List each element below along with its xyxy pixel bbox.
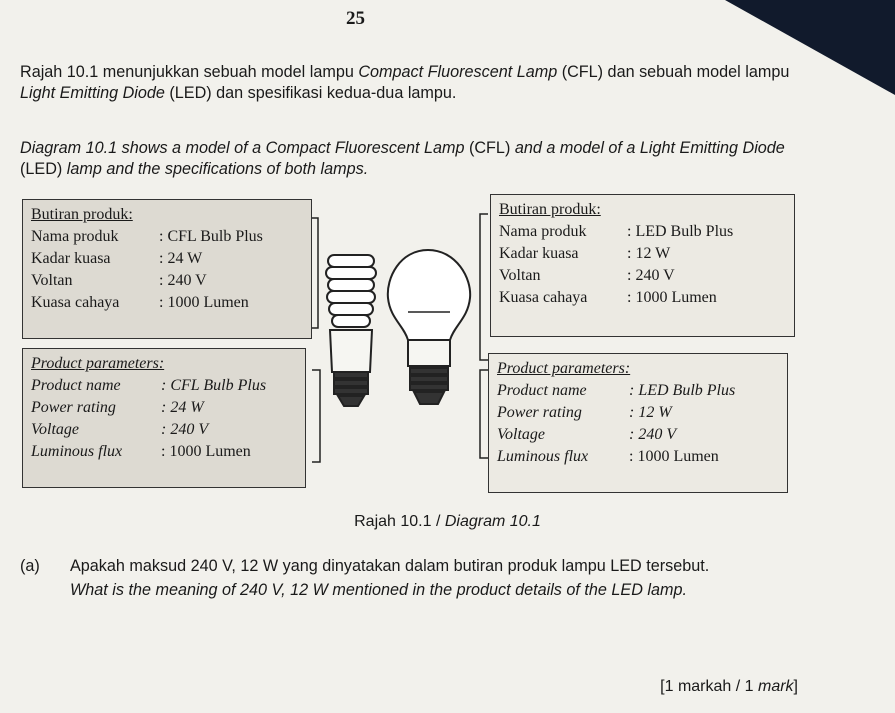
diagram-caption	[0, 513, 895, 531]
marks-pre: [1 markah / 1	[660, 678, 758, 695]
spec-row	[497, 446, 779, 468]
led-product-details-box	[490, 194, 795, 337]
intro-en-abbr-led: (LED)	[20, 160, 63, 178]
spec-key: Kadar kuasa	[31, 250, 111, 267]
intro-en-text: Diagram 10.1 shows a model of a Compact Fluorescent Lamp	[20, 139, 469, 157]
spec-value: : 1000 Lumen	[629, 448, 719, 465]
spec-key: Power rating	[31, 399, 116, 416]
spec-value: : 12 W	[629, 404, 672, 421]
cfl-bulb-icon	[326, 255, 376, 406]
spec-row	[31, 226, 303, 248]
spec-key: Kadar kuasa	[499, 245, 579, 262]
spec-row	[497, 380, 779, 402]
spec-row	[31, 375, 297, 397]
marks-en: mark	[757, 678, 794, 695]
spec-value: : 1000 Lumen	[627, 289, 717, 306]
led-bulb-icon	[388, 250, 470, 404]
marks-label	[660, 678, 798, 696]
spec-value: : 240 V	[159, 272, 207, 289]
box-heading: Butiran produk:	[499, 201, 601, 218]
intro-en-text: and a model of a Light Emitting Diode	[510, 139, 785, 157]
spec-key: Voltage	[497, 426, 545, 443]
spec-value: : 240 V	[629, 426, 677, 443]
spec-row	[31, 248, 303, 270]
caption-ms: Rajah 10.1 /	[354, 513, 445, 530]
spec-row	[499, 221, 786, 243]
spec-row	[497, 424, 779, 446]
intro-ms-term-led: Light Emitting Diode	[20, 84, 165, 102]
marks-post: ]	[793, 678, 798, 695]
spec-key: Voltan	[31, 272, 73, 289]
spec-row	[499, 287, 786, 309]
spec-key: Kuasa cahaya	[499, 289, 588, 306]
cfl-product-details-box	[22, 199, 312, 339]
spec-key: Luminous flux	[497, 448, 589, 465]
box-heading: Product parameters:	[31, 355, 165, 372]
spec-row	[31, 441, 297, 463]
question-en: What is the meaning of 240 V, 12 W mentioned in the product details of the LED lamp.	[70, 581, 687, 599]
spec-value: : 12 W	[627, 245, 671, 262]
spec-value: : LED Bulb Plus	[627, 223, 734, 240]
intro-ms-term-cfl: Compact Fluorescent Lamp	[358, 63, 558, 81]
intro-en-text: lamp and the specifications of both lamps.	[62, 160, 369, 178]
spec-row	[499, 243, 786, 265]
spec-value: : CFL Bulb Plus	[161, 377, 267, 394]
spec-row	[497, 402, 779, 424]
spec-value: : CFL Bulb Plus	[159, 228, 263, 245]
spec-key: Luminous flux	[31, 443, 123, 460]
spec-value: : LED Bulb Plus	[629, 382, 736, 399]
intro-malay	[20, 62, 810, 104]
led-product-parameters-box	[488, 353, 788, 493]
question-label: (a)	[20, 557, 40, 575]
question-ms: Apakah maksud 240 V, 12 W yang dinyatakan dalam butiran produk lampu LED tersebut.	[70, 557, 710, 575]
spec-row	[31, 397, 297, 419]
intro-ms-text: (CFL) dan sebuah model lampu	[557, 63, 790, 81]
spec-row	[499, 265, 786, 287]
spec-value: : 1000 Lumen	[159, 294, 249, 311]
spec-row	[31, 270, 303, 292]
spec-value: : 240 V	[627, 267, 675, 284]
spec-key: Nama produk	[31, 228, 119, 245]
cfl-product-parameters-box	[22, 348, 306, 488]
spec-value: : 24 W	[159, 250, 203, 267]
spec-value: : 1000 Lumen	[161, 443, 251, 460]
intro-ms-text: Rajah 10.1 menunjukkan sebuah model lampu	[20, 63, 359, 81]
spec-key: Power rating	[497, 404, 582, 421]
spec-value: : 24 W	[161, 399, 204, 416]
question-text	[70, 557, 790, 600]
spec-key: Voltan	[499, 267, 541, 284]
spec-row	[31, 292, 303, 314]
spec-key: Product name	[31, 377, 121, 394]
lamp-illustration	[300, 200, 500, 500]
box-heading: Product parameters:	[497, 360, 631, 377]
intro-ms-text: (LED) dan spesifikasi kedua-dua lampu.	[164, 84, 457, 102]
spec-key: Voltage	[31, 421, 79, 438]
page-number: 25	[346, 8, 365, 29]
intro-en-abbr-cfl: (CFL)	[468, 139, 511, 157]
spec-key: Nama produk	[499, 223, 587, 240]
box-heading: Butiran produk:	[31, 206, 133, 223]
spec-key: Kuasa cahaya	[31, 294, 120, 311]
spec-value: : 240 V	[161, 421, 209, 438]
spec-key: Product name	[497, 382, 587, 399]
intro-english	[20, 138, 810, 180]
caption-en: Diagram 10.1	[444, 513, 541, 530]
spec-row	[31, 419, 297, 441]
